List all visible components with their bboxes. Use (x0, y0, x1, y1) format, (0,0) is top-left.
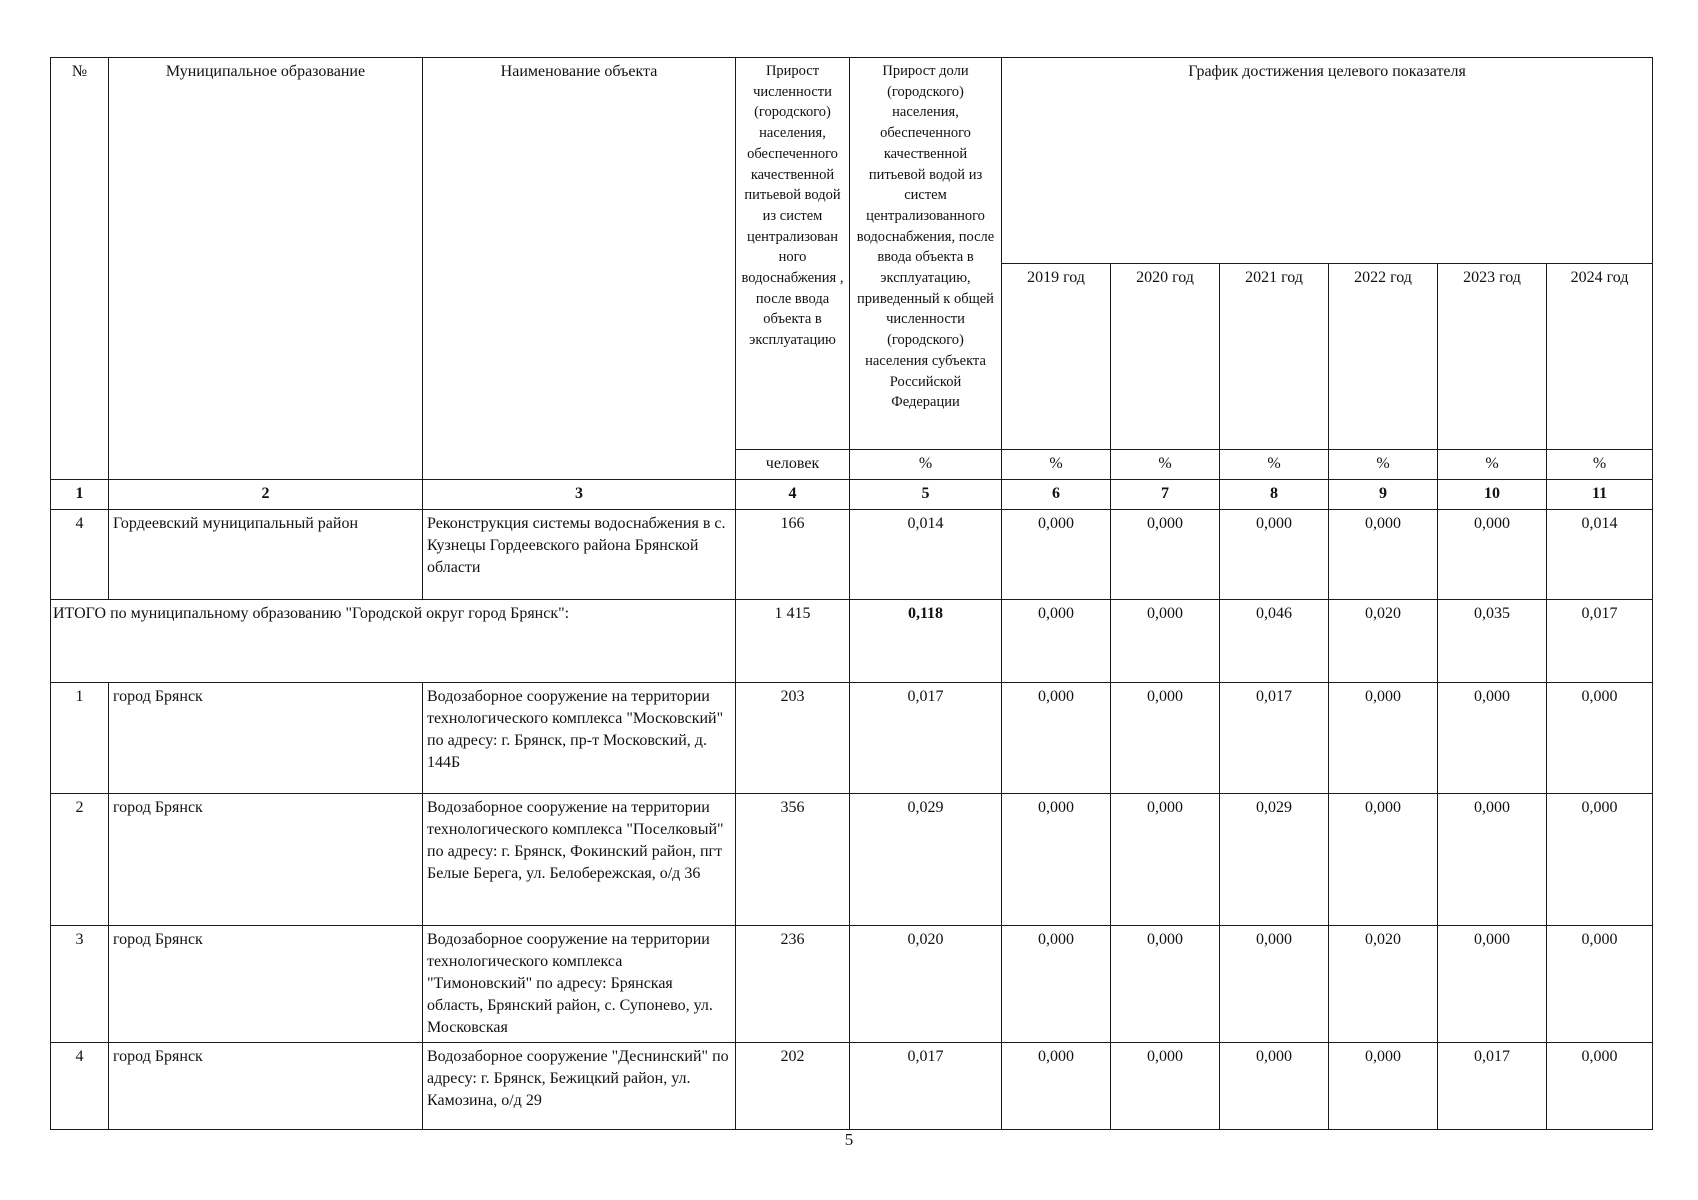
row-2021: 0,000 (1220, 1043, 1329, 1130)
row-2021: 0,029 (1220, 794, 1329, 926)
col-number: 1 (51, 480, 109, 510)
row-object: Водозаборное сооружение на территории технологического комплекса "Тимоновский" по адресу: Брянская область, Брянский район, с. Супонево, ул. Московская (423, 926, 736, 1043)
total-label: ИТОГО по муниципальному образованию "Городской округ город Брянск": (51, 600, 736, 683)
row-2020: 0,000 (1111, 1043, 1220, 1130)
row-2022: 0,000 (1329, 794, 1438, 926)
table-row (51, 510, 1653, 600)
total-share: 0,118 (850, 600, 1002, 683)
row-municipality: город Брянск (109, 926, 423, 1043)
row-no: 3 (51, 926, 109, 1043)
row-2022: 0,000 (1329, 1043, 1438, 1130)
header-year-2024: 2024 год (1547, 264, 1653, 450)
row-no: 4 (51, 510, 109, 600)
row-object: Водозаборное сооружение на территории технологического комплекса "Поселковый" по адресу: г. Брянск, Фокинский район, пгт Белые Берега, ул. Белобережская, о/д 36 (423, 794, 736, 926)
row-2024: 0,000 (1547, 683, 1653, 794)
row-share: 0,029 (850, 794, 1002, 926)
row-no: 2 (51, 794, 109, 926)
row-2023: 0,000 (1438, 683, 1547, 794)
header-municipality: Муниципальное образование (109, 58, 423, 480)
header-year-2023: 2023 год (1438, 264, 1547, 450)
row-2020: 0,000 (1111, 683, 1220, 794)
unit-2020: % (1111, 450, 1220, 480)
row-2019: 0,000 (1002, 794, 1111, 926)
row-object: Водозаборное сооружение на территории технологического комплекса "Московский" по адресу: г. Брянск, пр-т Московский, д. 144Б (423, 683, 736, 794)
row-2020: 0,000 (1111, 926, 1220, 1043)
header-no: № (51, 58, 109, 480)
table-row (51, 683, 1653, 794)
unit-2023: % (1438, 450, 1547, 480)
row-2021: 0,017 (1220, 683, 1329, 794)
header-year-2022: 2022 год (1329, 264, 1438, 450)
row-2019: 0,000 (1002, 926, 1111, 1043)
header-share-growth: Прирост доли (городского) населения, обеспеченного качественной питьевой водой из систем централизованного водоснабжения, после ввода объекта в эксплуатацию, приведенный к общей численности (городского) населения субъекта Российской Федерации (850, 58, 1002, 450)
row-municipality: Гордеевский муниципальный район (109, 510, 423, 600)
row-people: 356 (736, 794, 850, 926)
col-number: 11 (1547, 480, 1653, 510)
row-2024: 0,000 (1547, 926, 1653, 1043)
unit-2022: % (1329, 450, 1438, 480)
target-indicator-table (50, 57, 1653, 1130)
unit-2021: % (1220, 450, 1329, 480)
col-number: 4 (736, 480, 850, 510)
row-municipality: город Брянск (109, 794, 423, 926)
row-share: 0,020 (850, 926, 1002, 1043)
row-2024: 0,000 (1547, 794, 1653, 926)
row-people: 236 (736, 926, 850, 1043)
row-2022: 0,000 (1329, 510, 1438, 600)
row-no: 4 (51, 1043, 109, 1130)
col-number: 5 (850, 480, 1002, 510)
row-people: 203 (736, 683, 850, 794)
col-number: 8 (1220, 480, 1329, 510)
total-2023: 0,035 (1438, 600, 1547, 683)
total-2022: 0,020 (1329, 600, 1438, 683)
table-row (51, 926, 1653, 1043)
header-row (51, 58, 1653, 264)
total-2024: 0,017 (1547, 600, 1653, 683)
row-object: Водозаборное сооружение "Деснинский" по адресу: г. Брянск, Бежицкий район, ул. Камозина, о/д 29 (423, 1043, 736, 1130)
row-no: 1 (51, 683, 109, 794)
total-people: 1 415 (736, 600, 850, 683)
col-number: 3 (423, 480, 736, 510)
row-2023: 0,017 (1438, 1043, 1547, 1130)
total-row (51, 600, 1653, 683)
col-number: 6 (1002, 480, 1111, 510)
header-year-2020: 2020 год (1111, 264, 1220, 450)
header-year-2019: 2019 год (1002, 264, 1111, 450)
row-2023: 0,000 (1438, 926, 1547, 1043)
col-number: 9 (1329, 480, 1438, 510)
row-2020: 0,000 (1111, 510, 1220, 600)
row-2019: 0,000 (1002, 683, 1111, 794)
unit-2019: % (1002, 450, 1111, 480)
row-2024: 0,000 (1547, 1043, 1653, 1130)
total-2021: 0,046 (1220, 600, 1329, 683)
row-share: 0,017 (850, 1043, 1002, 1130)
row-2022: 0,020 (1329, 926, 1438, 1043)
column-numbers-row (51, 480, 1653, 510)
table-row (51, 1043, 1653, 1130)
page-number: 5 (844, 1130, 854, 1149)
header-object: Наименование объекта (423, 58, 736, 480)
unit-share: % (850, 450, 1002, 480)
header-schedule: График достижения целевого показателя (1002, 58, 1653, 264)
row-2023: 0,000 (1438, 510, 1547, 600)
row-2021: 0,000 (1220, 926, 1329, 1043)
row-municipality: город Брянск (109, 1043, 423, 1130)
col-number: 7 (1111, 480, 1220, 510)
row-2023: 0,000 (1438, 794, 1547, 926)
total-2020: 0,000 (1111, 600, 1220, 683)
unit-2024: % (1547, 450, 1653, 480)
row-people: 202 (736, 1043, 850, 1130)
row-share: 0,014 (850, 510, 1002, 600)
header-year-2021: 2021 год (1220, 264, 1329, 450)
row-share: 0,017 (850, 683, 1002, 794)
row-2020: 0,000 (1111, 794, 1220, 926)
unit-people: человек (736, 450, 850, 480)
row-2022: 0,000 (1329, 683, 1438, 794)
row-2021: 0,000 (1220, 510, 1329, 600)
col-number: 10 (1438, 480, 1547, 510)
header-pop-growth: Прирост численности (городского) населения, обеспеченного качественной питьевой водой из систем централизован ного водоснабжения , после ввода объекта в эксплуатацию (736, 58, 850, 450)
row-2019: 0,000 (1002, 1043, 1111, 1130)
table-row (51, 794, 1653, 926)
row-municipality: город Брянск (109, 683, 423, 794)
total-2019: 0,000 (1002, 600, 1111, 683)
row-2024: 0,014 (1547, 510, 1653, 600)
row-object: Реконструкция системы водоснабжения в с. Кузнецы Гордеевского района Брянской области (423, 510, 736, 600)
col-number: 2 (109, 480, 423, 510)
row-people: 166 (736, 510, 850, 600)
row-2019: 0,000 (1002, 510, 1111, 600)
